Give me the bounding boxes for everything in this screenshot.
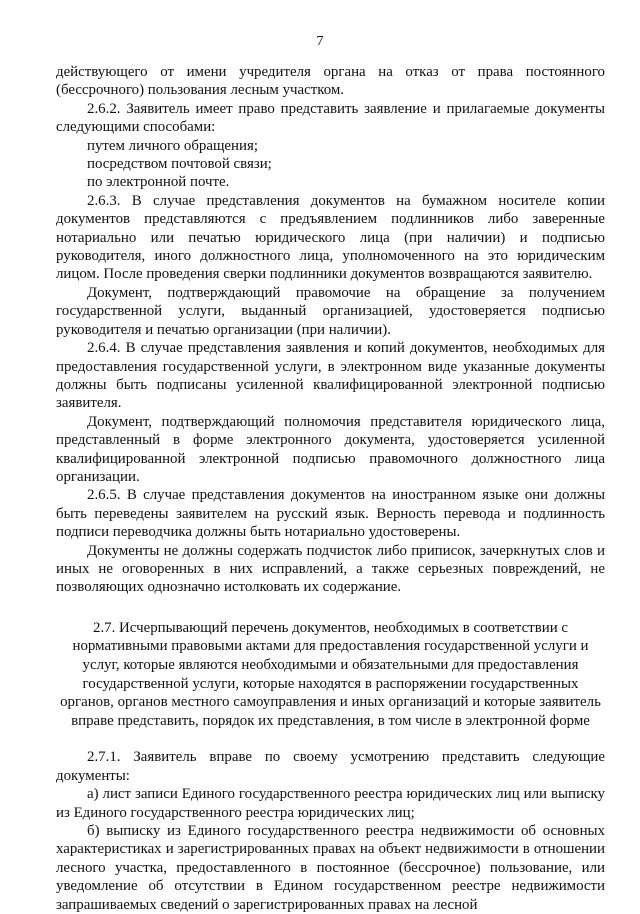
paragraph-2-6-4: 2.6.4. В случае представления заявления и копий документов, необходимых для предоставления государственной услуги, в электронном виде указанные документы должны быть подписаны усиленной квалифицированной электронной подписью заявителя.	[56, 340, 605, 412]
paragraph-continuation: действующего от имени учредителя органа на отказ от права постоянного (бессрочного) пользования лесным участком.	[56, 64, 605, 99]
paragraph-document-requirements: Документы не должны содержать подчисток либо приписок, зачеркнутых слов и иных не оговоренных в них исправлений, а также серьезных повреждений, не позволяющих однозначно истолковать их содержание.	[56, 542, 605, 596]
page-number: 7	[316, 34, 324, 49]
paragraph-2-6-3: 2.6.3. В случае представления документов на бумажном носителе копии документов представляются с предъявлением подлинников либо заверенные нотариально или печатью юридического лица (при наличии) и подписью руководителя, иного должностного лица, уполномоченного на это юридическим лицом. После проведения сверки подлинники документов возвращаются заявителю.	[56, 192, 605, 283]
paragraph-2-6-5: 2.6.5. В случае представления документов на иностранном языке они должны быть переведены заявителем на русский язык. Верность перевода и подлинность подписи переводчика должны быть нотариально удостоверены.	[56, 487, 605, 541]
paragraph-2-6-2: 2.6.2. Заявитель имеет право представить заявление и прилагаемые документы следующими способами:	[56, 100, 605, 136]
section-heading-2-7: 2.7. Исчерпывающий перечень документов, необходимых в соответствии с нормативными правовыми актами для предоставления государственной услуги и услуг, которые являются необходимыми и обязательными для предоставления государственной услуги, которые находятся в распоряжении государственных органов, органов местного самоуправления и иных организаций и которые заявитель вправе представить, порядок их представления, в том числе в электронной форме	[60, 619, 601, 729]
list-item: посредством почтовой связи;	[87, 156, 272, 173]
submission-methods-list	[56, 137, 605, 192]
paragraph-representative-document: Документ, подтверждающий полномочия представителя юридического лица, представленный в форме электронного документа, удостоверяется усиленной квалифицированной электронной подписью правомочного должностного лица организации.	[56, 413, 605, 485]
document-body	[56, 63, 605, 914]
list-item-b: б) выписку из Единого государственного реестра недвижимости об основных характеристиках и зарегистрированных правах на объект недвижимости в отношении лесного участка, предоставленного в постоянное (бессрочное) пользование, или уведомление об отсутствии в Едином государственном реестре недвижимости запрашиваемых сведений о зарегистрированных правах на лесной	[56, 822, 605, 913]
list-item: путем личного обращения;	[87, 137, 258, 154]
list-item: по электронной почте.	[87, 174, 230, 191]
list-item-a: а) лист записи Единого государственного реестра юридических лиц или выписку из Единого государственного реестра юридических лиц;	[56, 786, 605, 821]
paragraph-2-7-1: 2.7.1. Заявитель вправе по своему усмотрению представить следующие документы:	[56, 749, 605, 784]
paragraph-authority-document: Документ, подтверждающий правомочие на обращение за получением государственной услуги, выданный организацией, удостоверяется подписью руководителя и печатью организации (при наличии).	[56, 284, 605, 338]
